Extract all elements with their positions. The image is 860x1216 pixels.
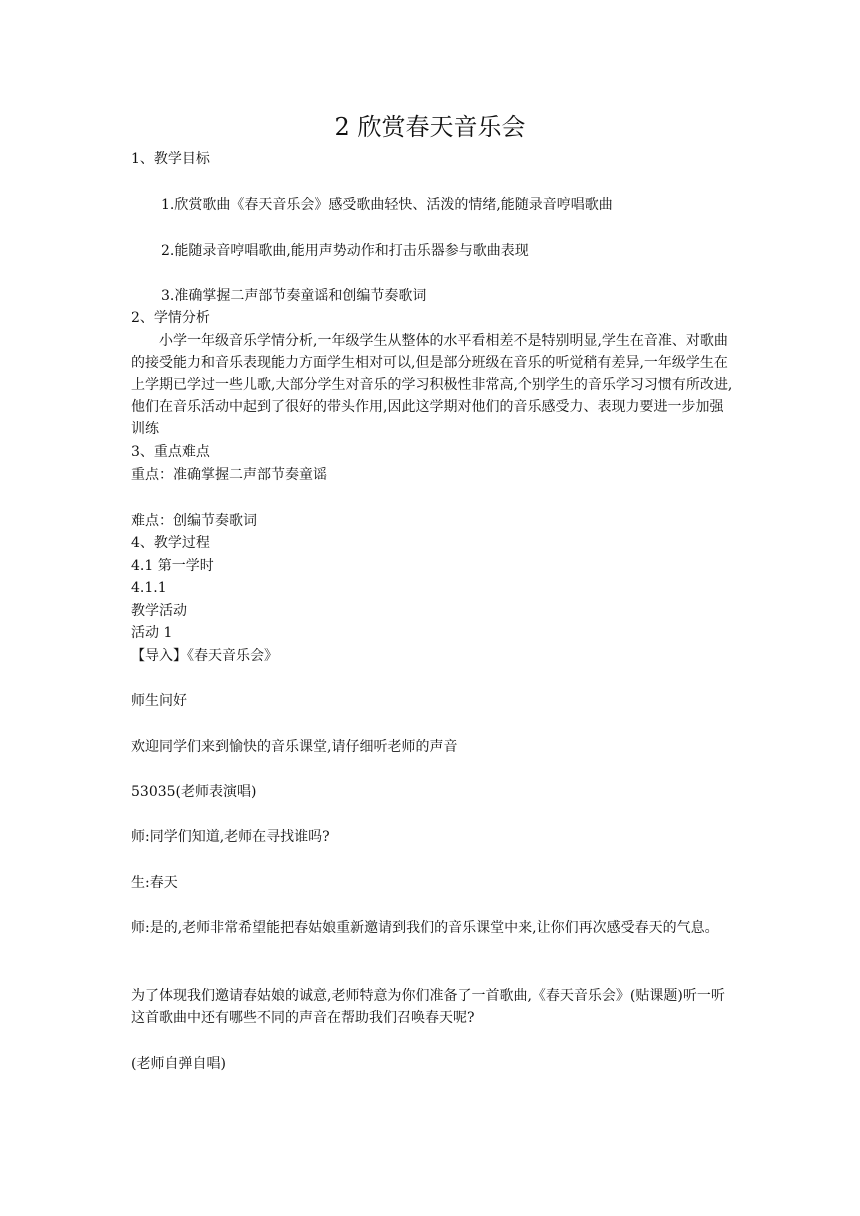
page-title: 2 欣赏春天音乐会 [334,113,526,141]
analysis-heading: 2、学情分析 [131,310,210,326]
intro-heading: 【导入】《春天音乐会》 [131,648,278,664]
difficulty-point: 难点：创编节奏歌词 [131,513,257,529]
key-heading: 3、重点难点 [131,444,210,460]
activity-1-label: 活动 1 [131,625,173,641]
teacher-reply-paragraph: 师:是的,老师非常希望能把春姑娘重新邀请到我们的音乐课堂中来,让你们再次感受春天的气息。 [131,920,719,936]
invite-paragraph: 为了体现我们邀请春姑娘的诚意,老师特意为你们准备了一首歌曲,《春天音乐会》(贴课题)听一听这首歌曲中还有哪些不同的声音在帮助我们召唤春天呢? [131,988,725,1026]
greeting-text: 师生问好 [131,693,187,709]
goal-item-1: 1.欣赏歌曲《春天音乐会》感受歌曲轻快、活泼的情绪,能随录音哼唱歌曲 [161,197,613,213]
self-play-note: (老师自弹自唱) [131,1056,226,1072]
lesson-1-1-heading: 4.1.1 [131,580,167,596]
teacher-question: 师:同学们知道,老师在寻找谁吗? [131,829,330,845]
goal-item-2: 2.能随录音哼唱歌曲,能用声势动作和打击乐器参与歌曲表现 [161,243,529,259]
lesson-1-heading: 4.1 第一学时 [131,558,214,574]
process-heading: 4、教学过程 [131,535,210,551]
activity-label: 教学活动 [131,603,187,619]
welcome-text: 欢迎同学们来到愉快的音乐课堂,请仔细听老师的声音 [131,739,458,755]
goals-heading: 1、教学目标 [131,151,210,167]
sing-code-text: 53035(老师表演唱) [131,784,257,800]
student-answer: 生:春天 [131,875,178,891]
key-point: 重点：准确掌握二声部节奏童谣 [131,467,327,483]
goal-item-3: 3.准确掌握二声部节奏童谣和创编节奏歌词 [161,288,427,304]
analysis-paragraph: 小学一年级音乐学情分析,一年级学生从整体的水平看相差不是特别明显,学生在音准、对歌曲的接受能力和音乐表现能力方面学生相对可以,但是部分班级在音乐的听觉稍有差异,一年级学生在上学期已学过一些儿歌,大部分学生对音乐的学习积极性非常高,个别学生的音乐学习习惯有所改进,他们在音乐活动中起到了很好的带头作用,因此这学期对他们的音乐感受力、表现力要进一步加强训练 [131,333,733,437]
